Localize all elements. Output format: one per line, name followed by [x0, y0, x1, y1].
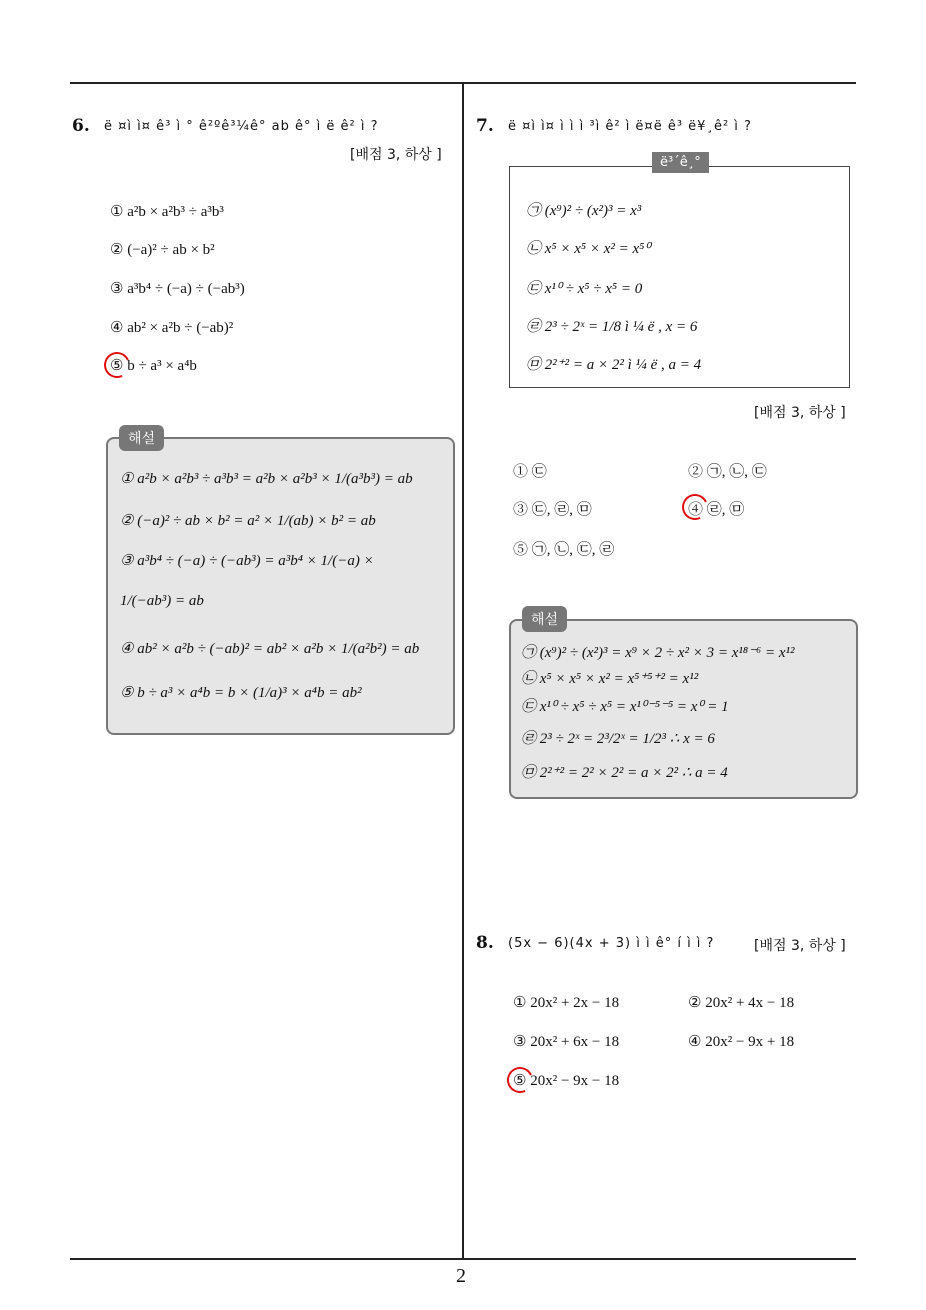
q7-explanation-line-4: ㉣ 2³ ÷ 2ˣ = 2³/2ˣ = 1/2³ ∴ x = 6	[521, 731, 715, 747]
q6-explanation-line-2: ② (−a)² ÷ ab × b² = a² × 1/(ab) × b² = ab	[120, 513, 376, 529]
q7-bogi-3: ㉢ x¹⁰ ÷ x⁵ ÷ x⁵ = 0	[526, 281, 643, 297]
q6-number: 6.	[72, 116, 90, 136]
q7-explanation-line-5: ㉤ 2²⁺² = 2² × 2² = a × 2² ∴ a = 4	[521, 765, 728, 781]
q7-option-3[interactable]: ③ ㉢, ㉣, ㉤	[513, 502, 592, 518]
q8-score: [배점 3, 하상 ]	[754, 938, 846, 954]
q7-number: 7.	[476, 116, 494, 136]
q7-bogi-5: ㉤ 2²⁺² = a × 2² ì ¼ ë , a = 4	[526, 357, 702, 373]
q7-bogi-tag: ë³´ê¸°	[652, 152, 709, 173]
q7-bogi-1: ㉠ (x⁹)² ÷ (x²)³ = x³	[526, 203, 642, 219]
q7-bogi-box	[509, 166, 850, 388]
q7-option-1[interactable]: ① ㉢	[513, 464, 547, 480]
column-divider	[462, 83, 464, 1258]
q7-option-4[interactable]: ④ ㉣, ㉤	[688, 502, 745, 518]
q7-bogi-4: ㉣ 2³ ÷ 2ˣ = 1/8 ì ¼ ë , x = 6	[526, 319, 698, 335]
q7-option-5[interactable]: ⑤ ㉠, ㉡, ㉢, ㉣	[513, 542, 615, 558]
q7-score: [배점 3, 하상 ]	[754, 405, 846, 421]
q8-option-3[interactable]: ③ 20x² + 6x − 18	[513, 1034, 620, 1050]
q8-option-4[interactable]: ④ 20x² − 9x + 18	[688, 1034, 795, 1050]
q6-explanation-box	[106, 437, 455, 735]
q8-answer-mark	[503, 1063, 536, 1096]
q6-answer-mark	[100, 348, 133, 381]
q8-option-1[interactable]: ① 20x² + 2x − 18	[513, 995, 620, 1011]
q6-explanation-line-4: 1/(−ab³) = ab	[120, 593, 204, 609]
q8-option-2[interactable]: ② 20x² + 4x − 18	[688, 995, 795, 1011]
q7-question-text: ë ¤ì ì¤ ì ì ì ³ì ê² ì ë¤ë ê³ ë¥¸ê² ì ?	[508, 119, 752, 134]
q8-question-text: (5x − 6)(4x + 3) ì ì ê° í ì ì ?	[508, 936, 715, 951]
q6-question-text: ë ¤ì ì¤ ê³ ì ° ê²ºê³¼ê° ab ê° ì ë ê² ì ?	[104, 119, 379, 134]
q6-option-4[interactable]: ④ ab² × a²b ÷ (−ab)²	[110, 320, 234, 336]
q7-explanation-line-3: ㉢ x¹⁰ ÷ x⁵ ÷ x⁵ = x¹⁰⁻⁵⁻⁵ = x⁰ = 1	[521, 699, 729, 715]
q7-explanation-box	[509, 619, 858, 799]
q6-option-1[interactable]: ① a²b × a²b³ ÷ a³b³	[110, 204, 224, 220]
q7-explanation-tag: 해설	[522, 606, 567, 632]
q7-bogi-2: ㉡ x⁵ × x⁵ × x² = x⁵⁰	[526, 241, 651, 257]
q6-option-5[interactable]: ⑤ b ÷ a³ × a⁴b	[110, 358, 197, 374]
q6-explanation-line-6: ⑤ b ÷ a³ × a⁴b = b × (1/a)³ × a⁴b = ab²	[120, 685, 362, 701]
q7-option-2[interactable]: ② ㉠, ㉡, ㉢	[688, 464, 767, 480]
q6-explanation-tag: 해설	[119, 425, 164, 451]
q6-score: [배점 3, 하상 ]	[350, 147, 442, 163]
q8-number: 8.	[476, 933, 494, 953]
q6-option-2[interactable]: ② (−a)² ÷ ab × b²	[110, 242, 215, 258]
q6-explanation-line-5: ④ ab² × a²b ÷ (−ab)² = ab² × a²b × 1/(a²b²) = ab	[120, 641, 420, 657]
q7-explanation-line-2: ㉡ x⁵ × x⁵ × x² = x⁵⁺⁵⁺² = x¹²	[521, 671, 699, 687]
q6-option-3[interactable]: ③ a³b⁴ ÷ (−a) ÷ (−ab³)	[110, 281, 245, 297]
q6-explanation-line-1: ① a²b × a²b³ ÷ a³b³ = a²b × a²b³ × 1/(a³b³) = ab	[120, 471, 413, 487]
q6-explanation-line-3: ③ a³b⁴ ÷ (−a) ÷ (−ab³) = a³b⁴ × 1/(−a) ×	[120, 553, 374, 569]
q7-explanation-line-1: ㉠ (x⁹)² ÷ (x²)³ = x⁹ × 2 ÷ x² × 3 = x¹⁸⁻⁶ = x¹²	[521, 645, 795, 661]
page-number: 2	[456, 1265, 466, 1287]
bottom-rule	[70, 1258, 856, 1260]
q8-option-5[interactable]: ⑤ 20x² − 9x − 18	[513, 1073, 620, 1089]
